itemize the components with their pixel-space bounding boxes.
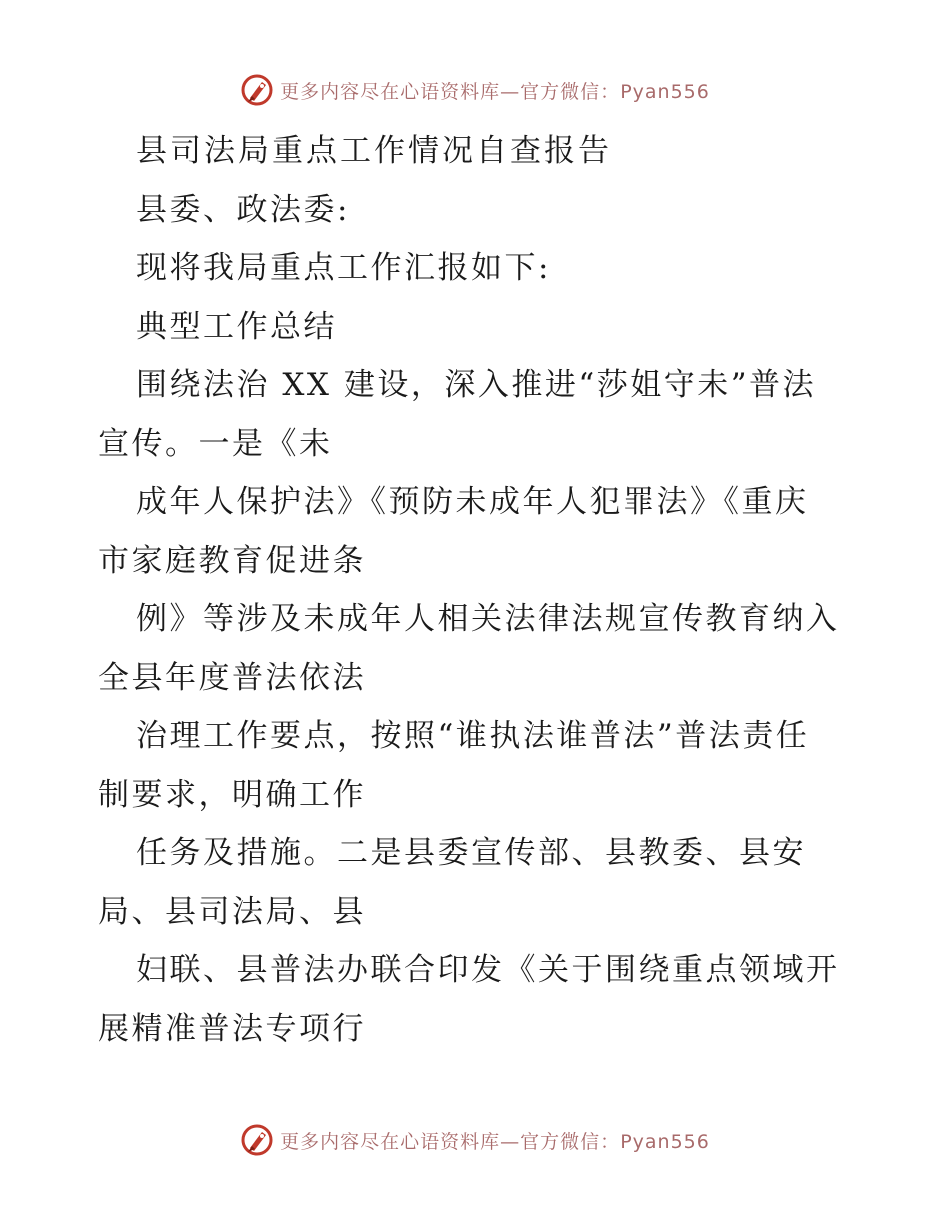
banner-dash: —: [500, 80, 521, 103]
banner-wechat-label: 官方微信：: [520, 1130, 621, 1153]
document-paragraph: [98, 239, 858, 1058]
pen-nib-logo-icon: [240, 73, 274, 107]
banner-main-text: 更多内容尽在心语资料库: [280, 80, 501, 103]
text-line: 典型工作总结: [136, 308, 337, 345]
text-line: 妇联、县普法办联合印发《关于围绕重点领域开: [136, 952, 840, 988]
banner-wechat-id: Pyan556: [620, 80, 710, 103]
document-body: [98, 122, 858, 1058]
text-line: 任务及措施。二是县委宣传部、县教委、县安: [136, 835, 806, 871]
text-line: 宣传。一是《未: [98, 425, 333, 462]
text-line: 全县年度普法依法: [98, 659, 366, 696]
text-line: 围绕法治 XX 建设，深入推进“莎姐守未”普法: [136, 367, 817, 403]
header-banner: [0, 70, 950, 110]
pen-nib-logo-icon: [240, 1123, 274, 1157]
banner-dash: —: [500, 1130, 521, 1153]
text-line: 制要求，明确工作: [98, 776, 366, 813]
text-line: 局、县司法局、县: [98, 893, 366, 930]
text-line: 成年人保护法》《预防未成年人犯罪法》《重庆: [136, 484, 809, 520]
banner-main-text: 更多内容尽在心语资料库: [280, 1130, 501, 1153]
document-salutation: 县委、政法委:: [136, 191, 350, 228]
text-line: 治理工作要点，按照“谁执法谁普法”普法责任: [136, 718, 810, 754]
document-title: 县司法局重点工作情况自查报告: [136, 133, 612, 169]
footer-banner: [0, 1120, 950, 1160]
banner-text: [280, 77, 710, 104]
text-line: 市家庭教育促进条: [98, 542, 366, 579]
banner-wechat-id: Pyan556: [620, 1130, 710, 1153]
banner-wechat-label: 官方微信：: [520, 80, 621, 103]
text-line: 例》等涉及未成年人相关法律法规宣传教育纳入: [136, 601, 840, 637]
banner-text: [280, 1127, 710, 1154]
text-line: 展精准普法专项行: [98, 1010, 366, 1047]
text-line: 现将我局重点工作汇报如下:: [136, 250, 551, 286]
